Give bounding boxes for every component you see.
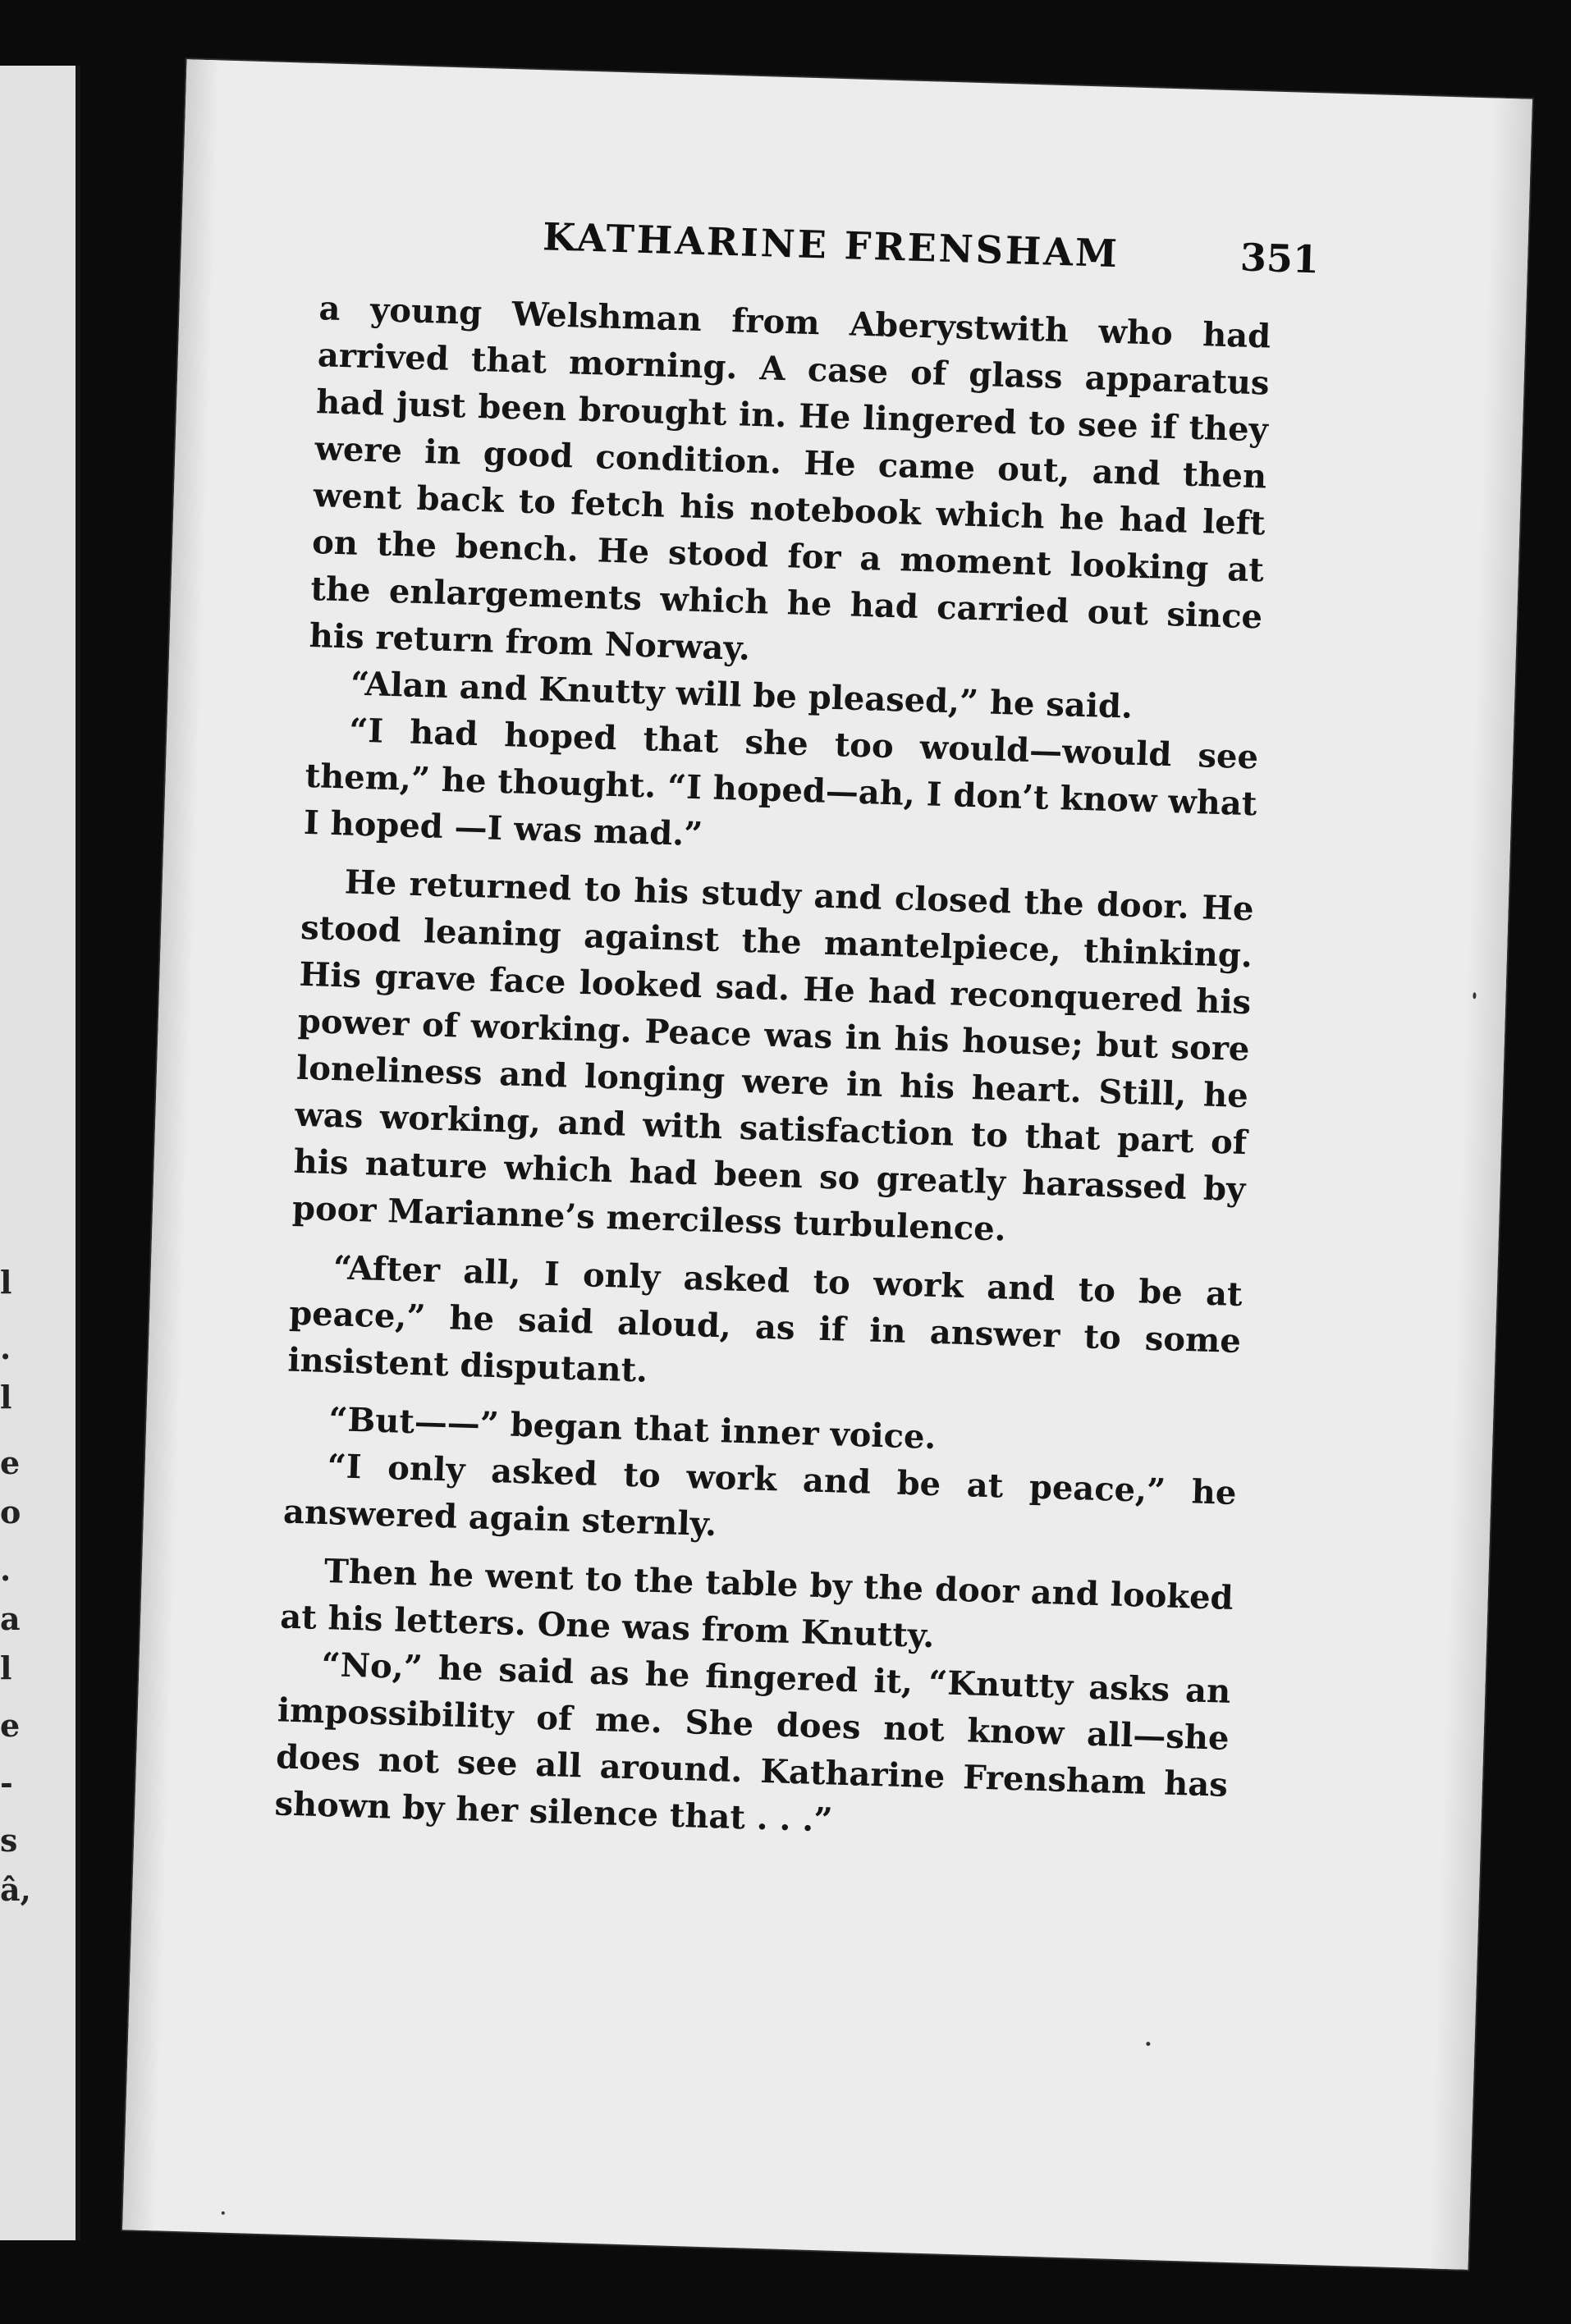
paragraph: “I only asked to work and be at peace,” he answered again sternly. bbox=[282, 1447, 1238, 1544]
facing-page-fragment: . bbox=[0, 1329, 11, 1366]
paragraph: “After all, I only asked to work and to be at peace,” he said aloud, as if in answer to some insistent disputant. bbox=[286, 1248, 1244, 1390]
paragraph: Then he went to the table by the door and looked at his letters. One was from Knutty. bbox=[279, 1552, 1234, 1656]
paragraph: “I had hoped that she too would—would see them,” he thought. “I hoped—ah, I don’t know what I hoped —I was mad.” bbox=[303, 711, 1259, 854]
facing-page-fragment: a bbox=[0, 1600, 21, 1637]
paragraph: “Alan and Knutty will be pleased,” he said. bbox=[350, 664, 1134, 726]
facing-page-fragment: o bbox=[0, 1494, 21, 1530]
facing-page-fragment: l bbox=[0, 1264, 12, 1301]
page-body bbox=[274, 285, 1271, 1855]
paragraph: “But——” began that inner voice. bbox=[327, 1400, 937, 1457]
page-gutter-shadow bbox=[122, 59, 219, 2230]
paragraph: “No,” he said as he fingered it, “Knutty asks an impossibility of me. She does not know all—she does not see all around. Katharine Frensham has shown by her silence that . . .” bbox=[273, 1645, 1231, 1840]
facing-page-fragment: e bbox=[0, 1444, 21, 1481]
scan-speck bbox=[1146, 2042, 1150, 2046]
page-number: 351 bbox=[1239, 235, 1320, 282]
facing-page-fragment: â, bbox=[0, 1871, 31, 1908]
facing-page-fragment: . bbox=[0, 1551, 11, 1588]
facing-page-fragment: s bbox=[0, 1822, 18, 1859]
facing-page-fragment: l bbox=[0, 1649, 12, 1686]
paragraph: a young Welshman from Aberystwith who had arrived that morning. A case of glass apparatus had just been brought in. He lingered to see if they were in good condition. He came out, and then went back to fetch his notebook which he had left on the bench. He stood for a moment looking at the enlargements which he had carried out since his return from Norway. bbox=[309, 289, 1271, 668]
paragraph: He returned to his study and closed the door. He stood leaning against the mantelpiece, thinking. His grave face looked sad. He had reconquered his power of working. Peace was in his house; but sore loneliness and longing were in his heart. Still, he was working, and with satisfaction to that part of his nature which had been so greatly harassed by poor Marianne’s merciless turbulence. bbox=[291, 862, 1255, 1249]
facing-page-edge bbox=[0, 66, 80, 2240]
facing-page-fragment: - bbox=[0, 1764, 13, 1801]
book-page bbox=[122, 59, 1532, 2269]
scan-speck bbox=[222, 2212, 225, 2215]
facing-page-fragment: l bbox=[0, 1379, 12, 1416]
facing-page-fragment: e bbox=[0, 1707, 21, 1744]
page-edge-shadow bbox=[1428, 98, 1532, 2269]
running-title: KATHARINE FRENSHAM bbox=[542, 214, 1120, 277]
